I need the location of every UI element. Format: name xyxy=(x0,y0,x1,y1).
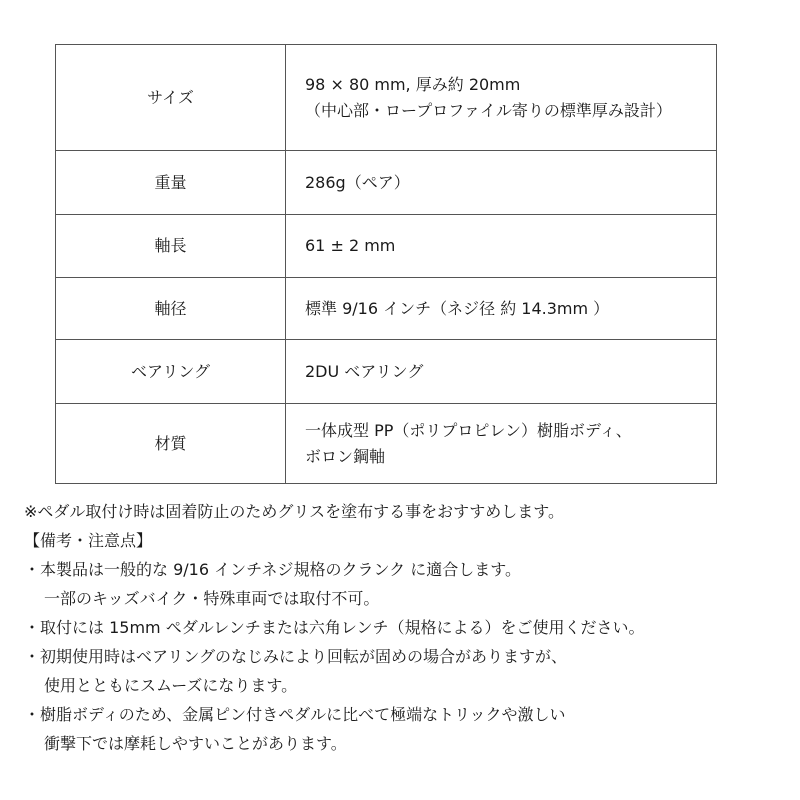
note-item: ・初期使用時はベアリングのなじみにより回転が固めの場合がありますが、 xyxy=(24,647,568,666)
note-item-continuation: 衝撃下では摩耗しやすいことがあります。 xyxy=(44,734,347,753)
spec-value-line: 一体成型 PP（ポリプロピレン）樹脂ボディ、 xyxy=(305,420,632,440)
spec-label: 軸長 xyxy=(56,215,286,278)
spec-value xyxy=(286,215,717,278)
note-item-continuation: 使用とともにスムーズになります。 xyxy=(44,676,298,695)
spec-table xyxy=(55,44,717,484)
spec-value xyxy=(286,404,717,484)
spec-label: ベアリング xyxy=(56,340,286,404)
note-item: ・樹脂ボディのため、金属ピン付きペダルに比べて極端なトリックや激しい xyxy=(24,705,566,724)
spec-label: 材質 xyxy=(56,404,286,484)
spec-label: 重量 xyxy=(56,151,286,215)
note-item: ・取付には 15mm ペダルレンチまたは六角レンチ（規格による）をご使用ください。 xyxy=(24,618,645,637)
spec-value-line: 2DU ベアリング xyxy=(305,361,424,381)
spec-value xyxy=(286,340,717,404)
spec-value-line: 286g（ペア） xyxy=(305,172,410,192)
spec-value-line: 98 × 80 mm, 厚み約 20mm xyxy=(305,74,521,94)
spec-value-line: 61 ± 2 mm xyxy=(305,236,396,255)
notes-heading: 【備考・注意点】 xyxy=(24,531,153,550)
spec-row-axle-diameter xyxy=(56,278,717,340)
spec-value-line: ボロン鋼軸 xyxy=(305,446,386,466)
spec-value xyxy=(286,151,717,215)
notes-section xyxy=(24,497,794,758)
spec-row-size xyxy=(56,45,717,151)
spec-value-line: （中心部・ロープロファイル寄りの標準厚み設計） xyxy=(305,100,672,120)
spec-value-line: 標準 9/16 インチ（ネジ径 約 14.3mm ） xyxy=(305,298,610,318)
note-item: ・本製品は一般的な 9/16 インチネジ規格のクランク に適合します。 xyxy=(24,560,521,579)
spec-row-weight xyxy=(56,151,717,215)
spec-row-material xyxy=(56,404,717,484)
spec-value xyxy=(286,278,717,340)
spec-value xyxy=(286,45,717,151)
grease-note: ※ペダル取付け時は固着防止のためグリスを塗布する事をおすすめします。 xyxy=(24,502,564,521)
note-item-continuation: 一部のキッズバイク・特殊車両では取付不可。 xyxy=(44,589,380,608)
spec-label: 軸径 xyxy=(56,278,286,340)
spec-row-axle-length xyxy=(56,215,717,278)
spec-row-bearing xyxy=(56,340,717,404)
spec-label: サイズ xyxy=(56,45,286,151)
